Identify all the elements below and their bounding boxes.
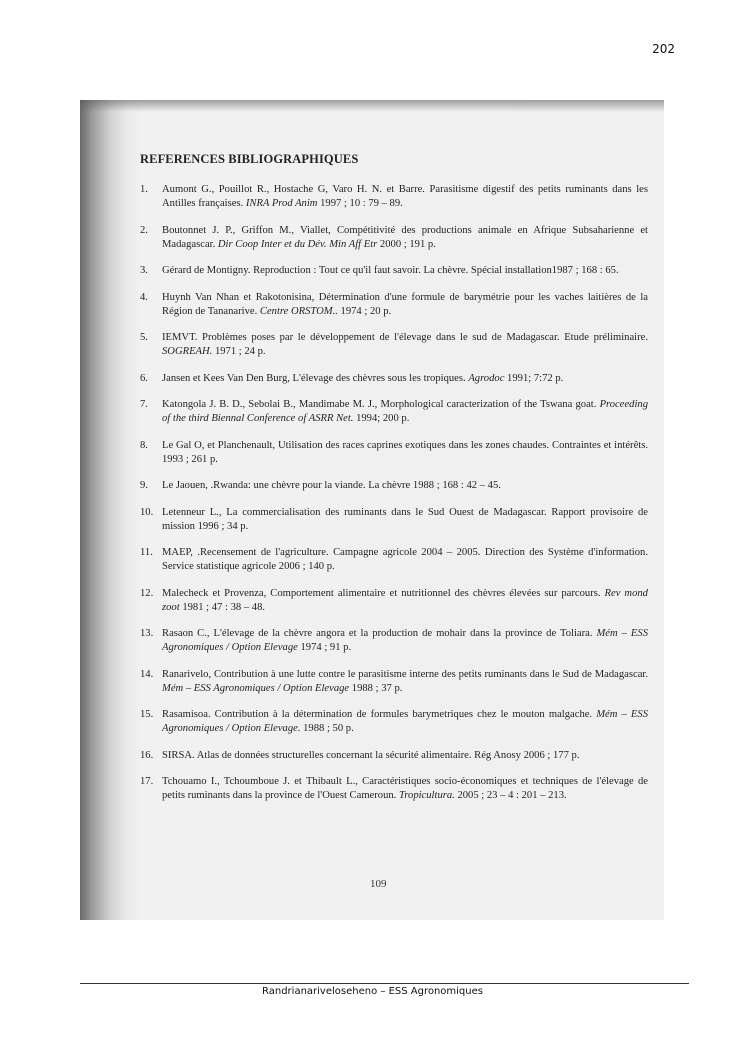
reference-details: 1994; 200 p.: [353, 413, 410, 424]
reference-item: [140, 264, 648, 278]
reference-text: [162, 398, 648, 426]
reference-item: [140, 479, 648, 493]
reference-details: 2000 ; 191 p.: [377, 238, 436, 250]
reference-number: 7.: [140, 399, 148, 410]
reference-source: INRA Prod Anim: [245, 198, 318, 209]
reference-text: [162, 264, 648, 278]
reference-main: Rasaon C., L'élevage de la chèvre angora et la production de mohair dans la province de Toliara.: [162, 628, 597, 639]
reference-main: Katongola J. B. D., Sebolai B., Mandimabe M. J., Morphological caracterization of the Tswana goat.: [162, 399, 600, 410]
reference-item: [140, 506, 648, 534]
reference-number: 9.: [140, 480, 148, 491]
reference-text: [162, 546, 648, 574]
reference-main: Malecheck et Provenza, Comportement alimentaire et nutritionnel des chèvres élevées sur parcours.: [162, 587, 605, 599]
reference-details: 1974 ; 20 p.: [337, 305, 392, 317]
reference-item: [140, 668, 648, 696]
reference-text: [162, 291, 648, 319]
reference-item: [140, 372, 648, 386]
reference-text: [162, 506, 648, 534]
reference-number: 14.: [140, 668, 154, 680]
scanned-page-image: [80, 100, 664, 920]
reference-text: [162, 775, 648, 803]
reference-item: [140, 291, 648, 319]
reference-item: [140, 331, 648, 359]
footer-text: Randrianariveloseheno – ESS Agronomiques: [262, 986, 483, 997]
reference-details: 1988 ; 50 p.: [300, 723, 354, 734]
reference-text: [162, 372, 648, 386]
footer-divider: [80, 983, 689, 984]
reference-main: IEMVT. Problèmes poses par le développement de l'élevage dans le sud de Madagascar. Etude préliminaire.: [162, 332, 648, 343]
reference-number: 16.: [140, 749, 154, 761]
reference-item: [140, 627, 648, 655]
reference-source: Agrodoc: [468, 372, 505, 384]
reference-details: 1974 ; 91 p.: [297, 642, 352, 653]
bibliography: [140, 152, 648, 816]
reference-item: [140, 708, 648, 736]
reference-source: Mém – ESS Agronomiques / Option Elevage: [162, 682, 350, 694]
reference-text: [162, 439, 648, 467]
reference-main: Le Gal O, et Planchenault, Utilisation des races caprines exotiques dans les zones chaudes. Contraintes et intérêts. 1993 ; 261 p.: [162, 439, 648, 465]
reference-item: [140, 749, 648, 763]
reference-number: 12.: [140, 587, 154, 599]
reference-number: 3.: [140, 265, 148, 276]
reference-main: Tchouamo I., Tchoumboue J. et Thibault L., Caractéristiques socio-économiques et techniques de l'élevage de petits ruminants dans la province de l'Ouest Cameroun.: [162, 776, 648, 801]
scan-page-number: 109: [370, 878, 387, 890]
reference-details: 1981 ; 47 : 38 – 48.: [179, 601, 266, 613]
reference-main: Boutonnet J. P., Griffon M., Viallet, Compétitivité des productions animale en Afrique Subsaharienne et Madagascar.: [162, 224, 648, 250]
reference-text: [162, 479, 648, 493]
reference-list: [140, 183, 648, 803]
reference-item: [140, 546, 648, 574]
reference-main: Huynh Van Nhan et Rakotonisina, Détermination d'une formule de barymétrie pour les vaches laitières de la Région de Tananarive.: [162, 291, 648, 317]
reference-number: 13.: [140, 628, 154, 639]
reference-item: [140, 183, 648, 211]
reference-source: Centre ORSTOM..: [259, 305, 338, 317]
reference-main: SIRSA. Atlas de données structurelles concernant la sécurité alimentaire. Rég Anosy 2006 ; 177 p.: [162, 749, 580, 761]
reference-source: Mém – ESS Agronomiques / Option Elevage: [162, 628, 648, 653]
reference-details: 1991; 7:72 p.: [504, 372, 564, 384]
reference-text: [162, 627, 648, 655]
reference-number: 2.: [140, 224, 148, 236]
reference-source: Dir Coop Inter et du Dév. Min Aff Etr: [217, 238, 378, 250]
reference-details: 1971 ; 24 p.: [212, 346, 266, 357]
reference-main: Jansen et Kees Van Den Burg, L'élevage des chèvres sous les tropiques.: [162, 372, 469, 384]
reference-number: 6.: [140, 372, 148, 384]
reference-text: [162, 331, 648, 359]
reference-text: [162, 668, 648, 696]
bibliography-heading: REFERENCES BIBLIOGRAPHIQUES: [140, 152, 359, 166]
reference-details: 2005 ; 23 – 4 : 201 – 213.: [454, 790, 567, 801]
reference-main: Rasamisoa. Contribution à la détermination de formules barymetriques chez le mouton malgache.: [162, 709, 597, 720]
reference-details: 1997 ; 10 : 79 – 89.: [317, 198, 403, 209]
reference-number: 5.: [140, 332, 148, 343]
reference-text: [162, 587, 648, 615]
reference-source: SOGREAH.: [162, 346, 213, 357]
reference-number: 11.: [140, 547, 153, 558]
reference-source: Tropicultura.: [398, 790, 455, 801]
reference-item: [140, 439, 648, 467]
reference-item: [140, 775, 648, 803]
reference-item: [140, 587, 648, 615]
reference-text: [162, 183, 648, 211]
reference-item: [140, 398, 648, 426]
reference-text: [162, 749, 648, 763]
reference-main: Gérard de Montigny. Reproduction : Tout ce qu'il faut savoir. La chèvre. Spécial installation1987 ; 168 : 65.: [162, 265, 619, 276]
reference-main: Aumont G., Pouillot R., Hostache G, Varo H. N. et Barre. Parasitisme digestif des petits ruminants dans les Antilles françaises.: [162, 184, 648, 209]
reference-number: 1.: [140, 184, 148, 195]
reference-main: MAEP, .Recensement de l'agriculture. Campagne agricole 2004 – 2005. Direction des Système d'information. Service statistique agricole 2006 ; 140 p.: [162, 547, 648, 572]
reference-number: 4.: [140, 291, 148, 303]
reference-item: [140, 224, 648, 252]
page-number: 202: [652, 42, 675, 56]
reference-number: 8.: [140, 439, 148, 451]
reference-text: [162, 708, 648, 736]
reference-number: 15.: [140, 709, 154, 720]
reference-source: Rev mond zoot: [162, 587, 648, 613]
reference-main: Le Jaouen, .Rwanda: une chèvre pour la viande. La chèvre 1988 ; 168 : 42 – 45.: [162, 480, 501, 491]
reference-number: 17.: [140, 776, 154, 787]
reference-details: 1988 ; 37 p.: [349, 682, 403, 694]
reference-main: Ranarivelo, Contribution à une lutte contre le parasitisme interne des petits ruminants dans le Sud de Madagascar.: [162, 668, 648, 680]
reference-source: Mém – ESS Agronomiques / Option Elevage.: [162, 709, 648, 734]
reference-source: Proceeding of the third Biennal Conference of ASRR Net.: [162, 399, 648, 424]
reference-main: Letenneur L., La commercialisation des ruminants dans le Sud Ouest de Madagascar. Rapport provisoire de mission 1996 ; 34 p.: [162, 506, 648, 532]
reference-text: [162, 224, 648, 252]
reference-number: 10.: [140, 506, 154, 518]
